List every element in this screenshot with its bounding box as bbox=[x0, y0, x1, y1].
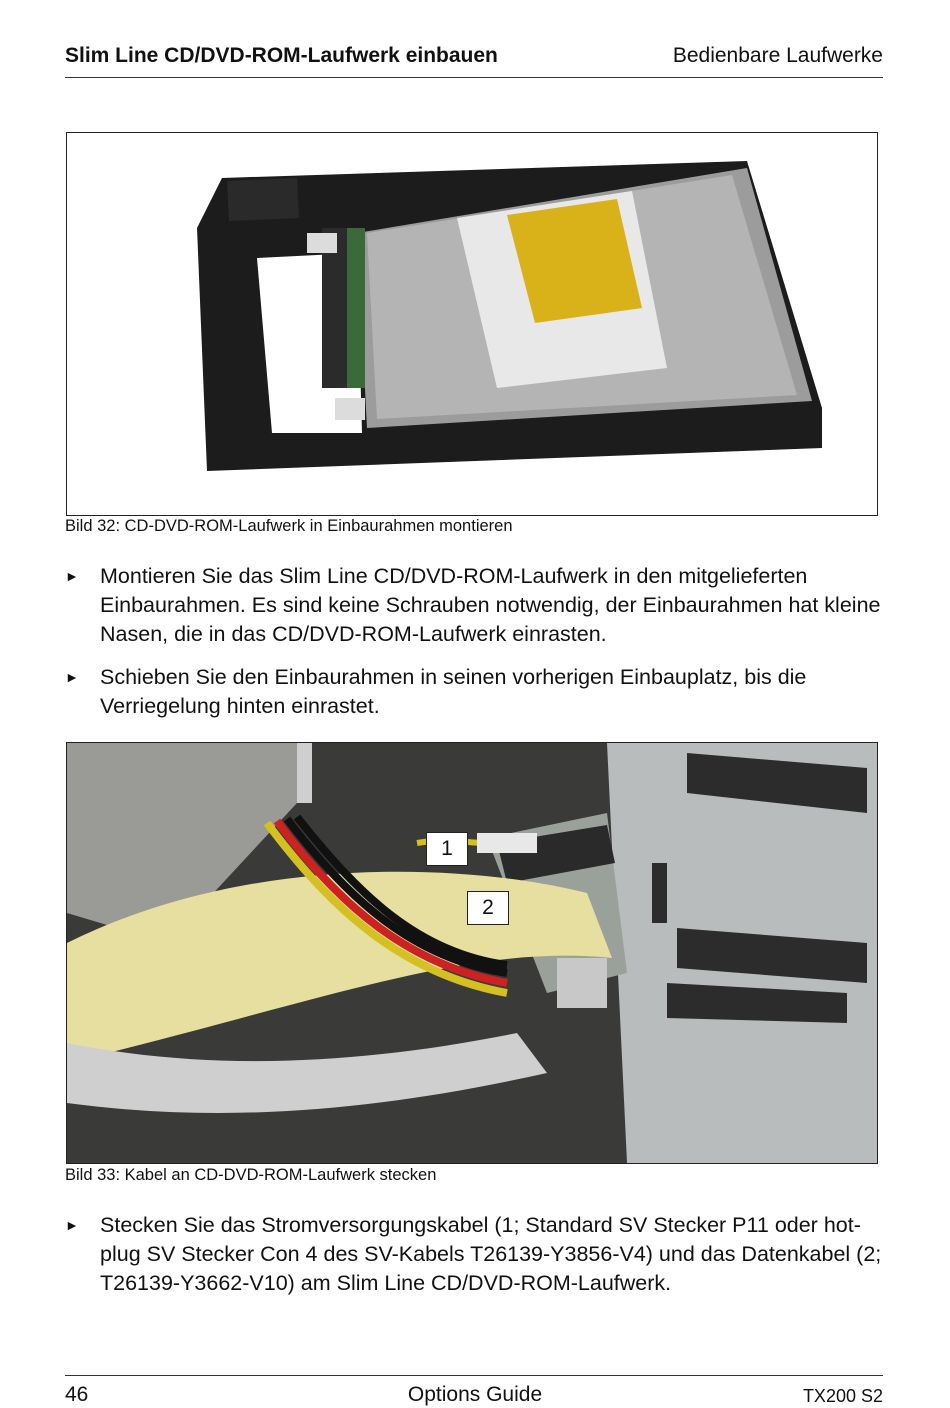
figure-32-caption: Bild 32: CD-DVD-ROM-Laufwerk in Einbaurahmen montieren bbox=[65, 517, 513, 535]
page-number: 46 bbox=[65, 1383, 89, 1406]
header-divider bbox=[65, 77, 883, 78]
running-header-title: Slim Line CD/DVD-ROM-Laufwerk einbauen bbox=[65, 44, 498, 67]
figure-33-caption: Bild 33: Kabel an CD-DVD-ROM-Laufwerk stecken bbox=[65, 1166, 437, 1184]
callout-2: 2 bbox=[467, 891, 509, 925]
bullet-marker: ► bbox=[65, 568, 79, 584]
figure-drive-in-frame bbox=[66, 132, 878, 516]
cable-connection-illustration bbox=[67, 743, 877, 1163]
drive-in-frame-illustration bbox=[67, 133, 877, 515]
figure-cable-connection bbox=[66, 742, 878, 1164]
footer-product: TX200 S2 bbox=[802, 1386, 883, 1406]
instruction-text: Montieren Sie das Slim Line CD/DVD-ROM-Laufwerk in den mitgelieferten Einbaurahmen. Es sind keine Schrauben notwendig, der Einbaurahmen hat kleine Nasen, die in das CD/DVD-ROM-Laufwerk einrasten. bbox=[100, 564, 881, 646]
bullet-marker: ► bbox=[65, 669, 79, 685]
footer-divider bbox=[65, 1375, 883, 1376]
footer-guide-title: Options Guide bbox=[407, 1383, 543, 1406]
running-header-section: Bedienbare Laufwerke bbox=[672, 44, 883, 67]
instruction-text: Stecken Sie das Stromversorgungskabel (1; Standard SV Stecker P11 oder hot-plug SV Stecker Con 4 des SV-Kabels T26139-Y3856-V4) und das Datenkabel (2; T26139-Y3662-V10) am Slim Line CD/DVD-ROM-Laufwerk. bbox=[100, 1213, 882, 1295]
instruction-text: Schieben Sie den Einbaurahmen in seinen vorherigen Einbauplatz, bis die Verriegelung hinten einrastet. bbox=[100, 665, 807, 718]
callout-1: 1 bbox=[426, 832, 468, 866]
bullet-marker: ► bbox=[65, 1217, 79, 1233]
